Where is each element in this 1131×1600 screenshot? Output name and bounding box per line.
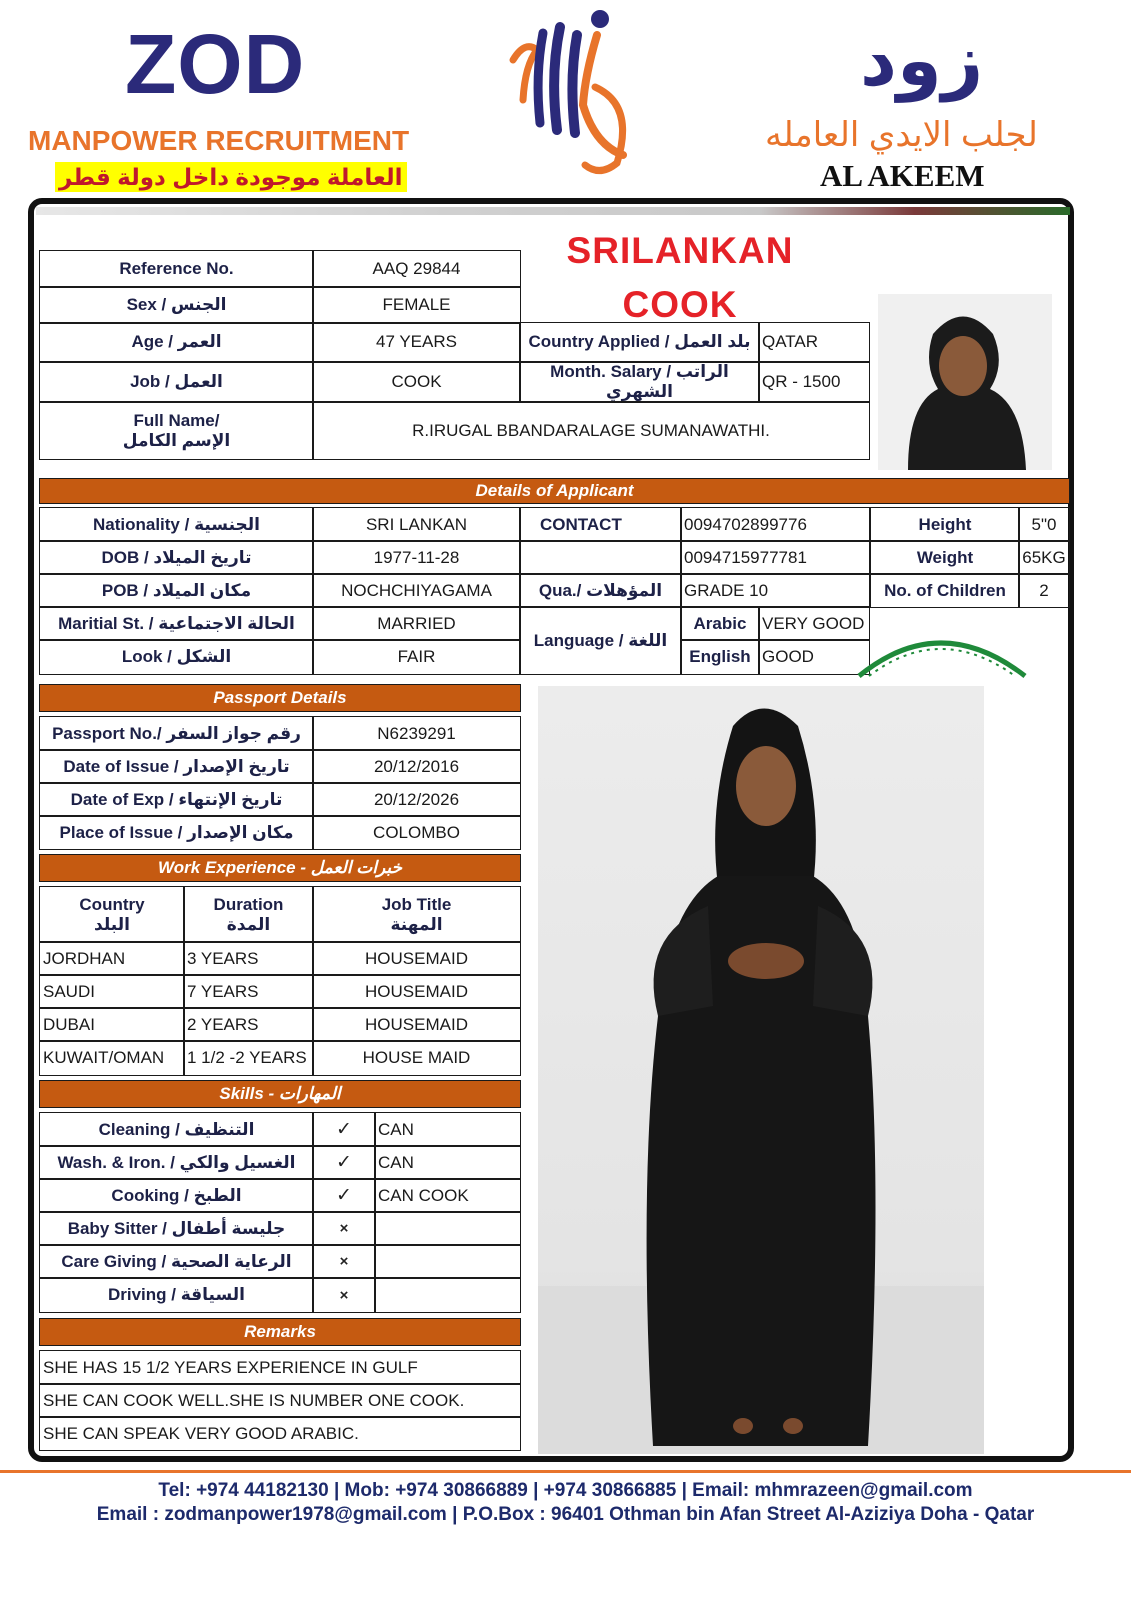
- skill-note: CAN COOK: [374, 1178, 521, 1213]
- passport-no-value: N6239291: [312, 716, 521, 751]
- sex-value: FEMALE: [312, 286, 521, 324]
- work-row-job: HOUSEMAID: [312, 941, 521, 976]
- height-value: 5"0: [1018, 507, 1070, 542]
- work-row-duration: 3 YEARS: [183, 941, 314, 976]
- skill-label: Cleaning / التنظيف: [39, 1112, 314, 1147]
- skill-check-icon: ✓: [312, 1112, 376, 1147]
- english-label: English: [680, 639, 760, 675]
- reference-value: AAQ 29844: [312, 250, 521, 288]
- highlight-notice: العاملة موجودة داخل دولة قطر: [55, 162, 407, 192]
- remark-line: SHE CAN SPEAK VERY GOOD ARABIC.: [39, 1416, 521, 1451]
- skill-label: Driving / السياقة: [39, 1277, 314, 1313]
- footer-address-line: Email : zodmanpower1978@gmail.com | P.O.Box : 96401 Othman bin Afan Street Al-Aziziya Doha - Qatar: [96, 1504, 1035, 1525]
- skill-cross-icon: ×: [312, 1244, 376, 1279]
- work-row-duration: 2 YEARS: [183, 1007, 314, 1042]
- skill-check-icon: ✓: [312, 1178, 376, 1213]
- children-label: No. of Children: [870, 573, 1020, 608]
- arabic-label: Arabic: [680, 606, 760, 641]
- portrait-photo: [878, 294, 1052, 470]
- remarks-section-header: Remarks: [39, 1318, 521, 1346]
- work-row-country: DUBAI: [39, 1007, 185, 1042]
- passport-section-header: Passport Details: [39, 684, 521, 712]
- nationality-title: SRILANKAN: [566, 230, 794, 271]
- remark-line: SHE CAN COOK WELL.SHE IS NUMBER ONE COOK.: [39, 1383, 521, 1418]
- salary-label: Month. Salary / الراتب الشهري: [519, 362, 760, 402]
- children-value: 2: [1018, 573, 1070, 608]
- arabic-brand: زود: [860, 21, 984, 101]
- dob-value: 1977-11-28: [312, 540, 521, 575]
- work-row-country: SAUDI: [39, 974, 185, 1009]
- fullname-value: R.IRUGAL BBANDARALAGE SUMANAWATHI.: [312, 402, 870, 460]
- company-name-right: AL AKEEM: [820, 158, 985, 193]
- country-applied-value: QATAR: [758, 322, 870, 362]
- skill-label: Wash. & Iron. / الغسيل والكي: [39, 1145, 314, 1180]
- work-col-job-ar: المهنة: [390, 914, 443, 934]
- footer-contact-line: Tel: +974 44182130 | Mob: +974 30866889 | +974 30866885 | Email: mhmrazeen@gmail.com: [158, 1480, 973, 1501]
- nationality-label: Nationality / الجنسية: [39, 507, 314, 542]
- skill-note: [374, 1211, 521, 1246]
- brand-logo-text: ZOD: [125, 17, 306, 111]
- age-value: 47 YEARS: [312, 322, 521, 362]
- job-value: COOK: [312, 362, 521, 402]
- work-col-duration-ar: المدة: [226, 914, 271, 934]
- weight-value: 65KG: [1018, 540, 1070, 575]
- arabic-subtitle: لجلب الايدي العامله: [765, 116, 1038, 154]
- contact-1: 0094702899776: [680, 507, 870, 542]
- remark-line: SHE HAS 15 1/2 YEARS EXPERIENCE IN GULF: [39, 1350, 521, 1385]
- height-label: Height: [870, 507, 1020, 542]
- footer-divider: [0, 1470, 1131, 1473]
- skill-label: Cooking / الطبخ: [39, 1178, 314, 1213]
- fullname-label: [39, 402, 314, 460]
- job-title: COOK: [622, 284, 738, 325]
- contact-2: 0094715977781: [680, 540, 870, 575]
- company-logo-icon: [505, 5, 645, 180]
- work-col-country: [39, 886, 185, 943]
- language-label: Language / اللغة: [519, 606, 682, 675]
- work-row-duration: 1 1/2 -2 YEARS: [183, 1040, 314, 1076]
- work-col-country-ar: البلد: [94, 914, 130, 934]
- reference-label: Reference No.: [39, 250, 314, 288]
- skill-label: Care Giving / الرعاية الصحية: [39, 1244, 314, 1279]
- sex-label: Sex / الجنس: [39, 286, 314, 324]
- job-label: Job / العمل: [39, 362, 314, 402]
- skills-section-header: Skills - المهارات: [39, 1080, 521, 1108]
- work-section-header: Work Experience - خبرات العمل: [39, 854, 521, 882]
- passport-place-value: COLOMBO: [312, 815, 521, 850]
- work-col-country-en: Country: [79, 894, 145, 914]
- work-row-country: KUWAIT/OMAN: [39, 1040, 185, 1076]
- marital-value: MARRIED: [312, 606, 521, 641]
- green-arc-icon: [855, 620, 1030, 678]
- details-section-header: Details of Applicant: [39, 478, 1070, 504]
- arabic-value: VERY GOOD: [758, 606, 870, 641]
- skill-label: Baby Sitter / جليسة أطفال: [39, 1211, 314, 1246]
- work-col-job-en: Job Title: [381, 894, 452, 914]
- skill-note: CAN: [374, 1112, 521, 1147]
- portrait-silhouette-icon: [878, 294, 1052, 470]
- fullname-label-ar: الإسم الكامل: [122, 431, 231, 450]
- country-applied-label: Country Applied / بلد العمل: [519, 322, 760, 362]
- pob-value: NOCHCHIYAGAMA: [312, 573, 521, 608]
- passport-no-label: Passport No./ رقم جواز السفر: [39, 716, 314, 751]
- look-value: FAIR: [312, 639, 521, 675]
- work-row-job: HOUSEMAID: [312, 1007, 521, 1042]
- marital-label: Maritial St. / الحالة الاجتماعية: [39, 606, 314, 641]
- passport-exp-value: 20/12/2026: [312, 782, 521, 817]
- skill-note: CAN: [374, 1145, 521, 1180]
- skill-cross-icon: ×: [312, 1211, 376, 1246]
- skill-check-icon: ✓: [312, 1145, 376, 1180]
- dob-label: DOB / تاريخ الميلاد: [39, 540, 314, 575]
- qua-label: Qua./ المؤهلات: [519, 573, 682, 608]
- work-row-job: HOUSE MAID: [312, 1040, 521, 1076]
- frame-top-strip: [36, 207, 1070, 215]
- passport-issue-value: 20/12/2016: [312, 749, 521, 784]
- skill-cross-icon: ×: [312, 1277, 376, 1313]
- weight-label: Weight: [870, 540, 1020, 575]
- pob-label: POB / مكان الميلاد: [39, 573, 314, 608]
- salary-value: QR - 1500: [758, 362, 870, 402]
- brand-tagline: MANPOWER RECRUITMENT: [28, 125, 410, 156]
- nationality-value: SRI LANKAN: [312, 507, 521, 542]
- contact-label: CONTACT: [519, 507, 682, 542]
- passport-issue-label: Date of Issue / تاريخ الإصدار: [39, 749, 314, 784]
- work-row-job: HOUSEMAID: [312, 974, 521, 1009]
- work-col-duration-en: Duration: [213, 894, 284, 914]
- age-label: Age / العمر: [39, 322, 314, 362]
- look-label: Look / الشكل: [39, 639, 314, 675]
- skill-note: [374, 1277, 521, 1313]
- passport-exp-label: Date of Exp / تاريخ الإنتهاء: [39, 782, 314, 817]
- qua-value: GRADE 10: [680, 573, 870, 608]
- work-row-duration: 7 YEARS: [183, 974, 314, 1009]
- work-row-country: JORDHAN: [39, 941, 185, 976]
- fullname-label-en: Full Name/: [133, 411, 220, 430]
- contact-empty: [519, 540, 682, 575]
- skill-note: [374, 1244, 521, 1279]
- english-value: GOOD: [758, 639, 870, 675]
- full-body-silhouette-icon: [538, 686, 984, 1454]
- passport-place-label: Place of Issue / مكان الإصدار: [39, 815, 314, 850]
- work-col-duration: [183, 886, 314, 943]
- full-body-photo: [538, 686, 984, 1454]
- work-col-job: [312, 886, 521, 943]
